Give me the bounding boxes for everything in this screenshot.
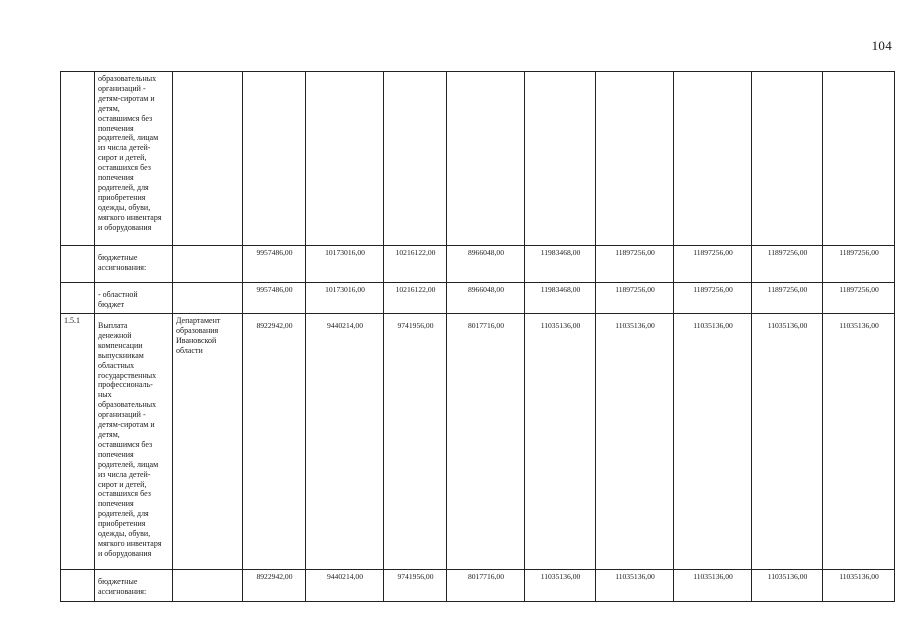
- value-cell: 9957486,00: [243, 283, 306, 314]
- value-cell: 10173016,00: [306, 283, 384, 314]
- value-cell: 11035136,00: [752, 570, 823, 602]
- value-cell: 11983468,00: [525, 246, 596, 283]
- value-cell: 11983468,00: [525, 283, 596, 314]
- value-cell: 9440214,00: [306, 314, 384, 570]
- page-number: 104: [871, 38, 892, 53]
- value-cell: 11897256,00: [596, 283, 674, 314]
- value-cell: 9440214,00: [306, 570, 384, 602]
- row-description: образовательных организаций - детям-сиротам и детям, оставшимся без попечения родителей, лицам из числа детей- сирот и детей, оставшихся без попечения родителей, для приобретения одежды, обуви, мягкого инвентаря и оборудования: [95, 72, 173, 246]
- value-cell: 11035136,00: [674, 570, 752, 602]
- value-cell: [447, 72, 525, 246]
- table-row: [61, 246, 895, 283]
- value-cell: 10173016,00: [306, 246, 384, 283]
- value-cell: 11035136,00: [525, 570, 596, 602]
- value-cell: 11897256,00: [752, 246, 823, 283]
- row-responsible: [173, 246, 243, 283]
- value-cell: 11897256,00: [752, 283, 823, 314]
- row-description: Выплата денежной компенсации выпускникам областных государственных профессиональ- ных образовательных организаций - детям-сиротам и детям, оставшимся без попечения родителей, лицам из числа детей- сирот и детей, оставшихся без попечения родителей, для приобретения одежды, обуви, мягкого инвентаря и оборудования: [95, 314, 173, 570]
- row-code: 1.5.1: [61, 314, 95, 570]
- value-cell: 11897256,00: [823, 246, 895, 283]
- row-responsible: [173, 570, 243, 602]
- row-responsible: [173, 72, 243, 246]
- value-cell: 11035136,00: [823, 570, 895, 602]
- value-cell: 11035136,00: [525, 314, 596, 570]
- row-description: бюджетные ассигнования:: [95, 570, 173, 602]
- value-cell: 11897256,00: [596, 246, 674, 283]
- value-cell: 11897256,00: [674, 283, 752, 314]
- value-cell: 11035136,00: [674, 314, 752, 570]
- value-cell: 8017716,00: [447, 570, 525, 602]
- value-cell: [243, 72, 306, 246]
- value-cell: [674, 72, 752, 246]
- table-row: [61, 314, 895, 570]
- value-cell: [306, 72, 384, 246]
- value-cell: 9741956,00: [384, 314, 447, 570]
- row-responsible: Департамент образования Ивановской области: [173, 314, 243, 570]
- value-cell: 11035136,00: [596, 570, 674, 602]
- value-cell: 10216122,00: [384, 283, 447, 314]
- value-cell: 10216122,00: [384, 246, 447, 283]
- value-cell: [596, 72, 674, 246]
- value-cell: [752, 72, 823, 246]
- value-cell: 11035136,00: [752, 314, 823, 570]
- table-row: [61, 72, 895, 246]
- value-cell: 11897256,00: [823, 283, 895, 314]
- row-responsible: [173, 283, 243, 314]
- value-cell: 11035136,00: [596, 314, 674, 570]
- row-code: [61, 570, 95, 602]
- row-code: [61, 283, 95, 314]
- value-cell: 9741956,00: [384, 570, 447, 602]
- value-cell: 9957486,00: [243, 246, 306, 283]
- value-cell: 8922942,00: [243, 314, 306, 570]
- value-cell: [823, 72, 895, 246]
- value-cell: 11035136,00: [823, 314, 895, 570]
- value-cell: 8017716,00: [447, 314, 525, 570]
- value-cell: 8966048,00: [447, 246, 525, 283]
- row-description: - областной бюджет: [95, 283, 173, 314]
- table-row: [61, 283, 895, 314]
- row-code: [61, 246, 95, 283]
- value-cell: 11897256,00: [674, 246, 752, 283]
- table-row: [61, 570, 895, 602]
- value-cell: [525, 72, 596, 246]
- budget-table: [60, 71, 895, 602]
- value-cell: [384, 72, 447, 246]
- row-description: бюджетные ассигнования:: [95, 246, 173, 283]
- value-cell: 8966048,00: [447, 283, 525, 314]
- value-cell: 8922942,00: [243, 570, 306, 602]
- row-code: [61, 72, 95, 246]
